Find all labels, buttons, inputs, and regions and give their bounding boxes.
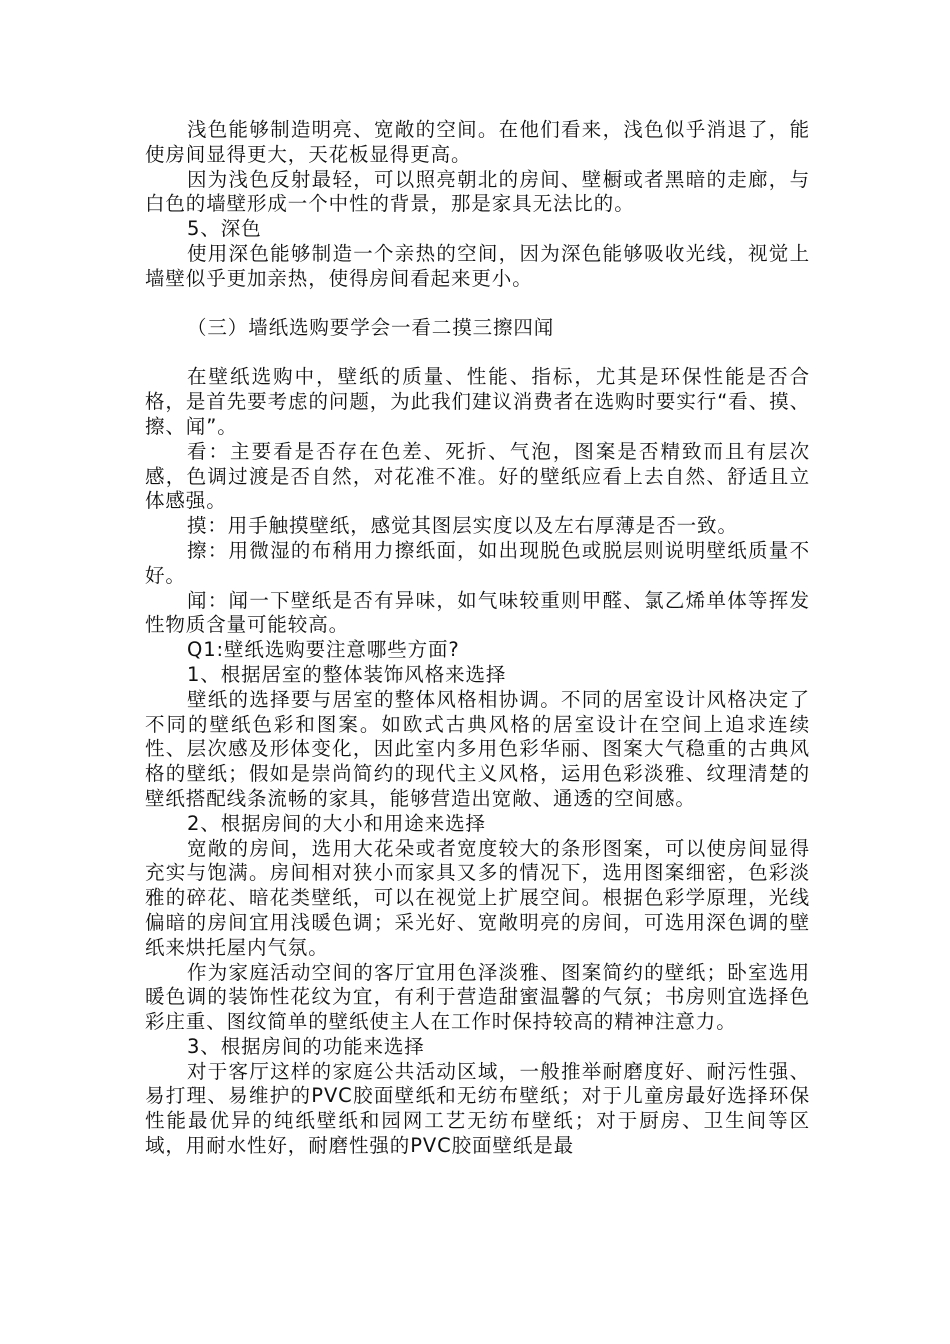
- heading-function-selection: 3、根据房间的功能来选择: [187, 1034, 425, 1058]
- heading-size-use-selection: 2、根据房间的大小和用途来选择: [187, 811, 486, 835]
- document-page: [145, 118, 810, 1159]
- paragraph-rub: 擦：用微湿的布稍用力擦纸面，如出现脱色或脱层则说明壁纸质量不好。: [145, 538, 810, 587]
- question-q1: Q1:壁纸选购要注意哪些方面?: [187, 638, 460, 662]
- section-heading-wallpaper-buying: （三）墙纸选购要学会一看二摸三擦四闻: [187, 315, 555, 339]
- paragraph-function-selection: 对于客厅这样的家庭公共活动区域，一般推举耐磨度好、耐污性强、易打理、易维护的PVC胶面壁纸和无纺布壁纸；对于儿童房最好选择环保性能最优异的纯纸壁纸和园网工艺无纺布壁纸；对于厨房、卫生间等区域，用耐水性好，耐磨性强的PVC胶面壁纸是最: [145, 1059, 810, 1158]
- paragraph-buying-intro: 在壁纸选购中，壁纸的质量、性能、指标，尤其是环保性能是否合格，是首先要考虑的问题，为此我们建议消费者在选购时要实行“看、摸、擦、闻”。: [145, 365, 810, 438]
- paragraph-room-use: 作为家庭活动空间的客厅宜用色泽淡雅、图案简约的壁纸；卧室选用暖色调的装饰性花纹为宜，有利于营造甜蜜温馨的气氛；书房则宜选择色彩庄重、图纹简单的壁纸使主人在工作时保持较高的精神注意力。: [145, 960, 810, 1034]
- paragraph-touch: 摸：用手触摸壁纸，感觉其图层实度以及左右厚薄是否一致。: [187, 514, 738, 538]
- paragraph-light-color-reflect: 因为浅色反射最轻，可以照亮朝北的房间、壁橱或者黑暗的走廊，与白色的墙壁形成一个中性的背景，那是家具无法比的。: [145, 167, 810, 216]
- heading-style-selection: 1、根据居室的整体装饰风格来选择: [187, 662, 507, 686]
- paragraph-light-color-space: 浅色能够制造明亮、宽敞的空间。在他们看来，浅色似乎消退了，能使房间显得更大，天花板显得更高。: [145, 118, 810, 166]
- paragraph-dark-color: 使用深色能够制造一个亲热的空间，因为深色能够吸收光线，视觉上墙壁似乎更加亲热，使得房间看起来更小。: [145, 241, 810, 290]
- paragraph-size-selection: 宽敞的房间，选用大花朵或者宽度较大的条形图案，可以使房间显得充实与饱满。房间相对狭小而家具又多的情况下，选用图案细密，色彩淡雅的碎花、暗花类壁纸，可以在视觉上扩展空间。根据色彩学原理，光线偏暗的房间宜用浅暖色调；采光好、宽敞明亮的房间，可选用深色调的壁纸来烘托屋内气氛。: [145, 836, 810, 959]
- heading-dark-color: 5、深色: [187, 217, 262, 241]
- paragraph-smell: 闻：闻一下壁纸是否有异味，如气味较重则甲醛、氯乙烯单体等挥发性物质含量可能较高。: [145, 588, 810, 637]
- paragraph-style-selection: 壁纸的选择要与居室的整体风格相协调。不同的居室设计风格决定了不同的壁纸色彩和图案。如欧式古典风格的居室设计在空间上追求连续性、层次感及形体变化，因此室内多用色彩华丽、图案大气稳重的古典风格的壁纸；假如是崇尚简约的现代主义风格，运用色彩淡雅、纹理清楚的壁纸搭配线条流畅的家具，能够营造出宽敞、通透的空间感。: [145, 687, 810, 810]
- paragraph-look: 看：主要看是否存在色差、死折、气泡，图案是否精致而且有层次感，色调过渡是否自然，对花准不准。好的壁纸应看上去自然、舒适且立体感强。: [145, 439, 810, 513]
